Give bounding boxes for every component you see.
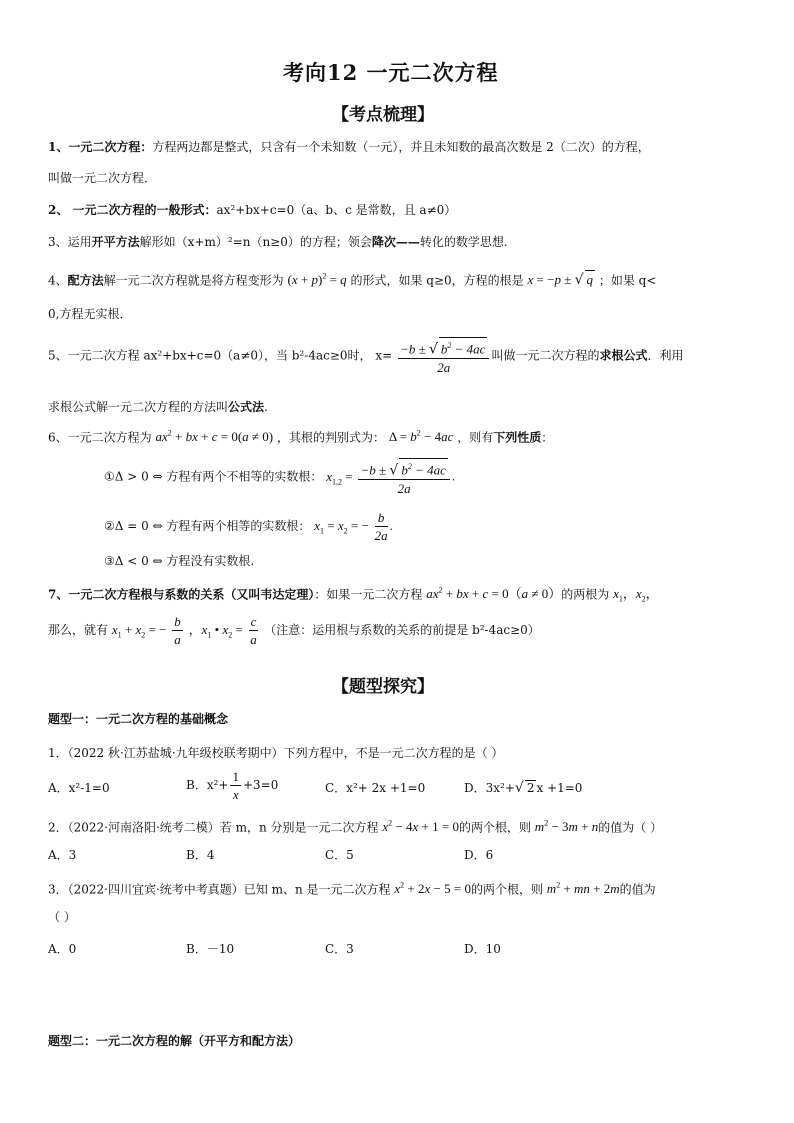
- point-4: 4、配方法解一元二次方程就是将方程变形为 $(x + p)^2 = q$ 的形式，如果 q≥0，方程的根是 x = −p ± √ q ；如果 q<: [48, 272, 657, 289]
- question-3-option-c[interactable]: C．3: [325, 942, 354, 956]
- point-6: 6、一元二次方程为 $ax^2$ + bx + c = 0(a ≠ 0) ，其根的判别式为： $\Delta = b^2 - 4ac$ ，则有下列性质：: [48, 429, 554, 445]
- point-4-cont: 0,方程无实根．: [48, 307, 132, 321]
- formula-complete-square: $(x + p)^2 = q$: [287, 272, 347, 288]
- question-1-option-b[interactable]: B．x²+ $\frac{1}{x}$ +3=0: [186, 769, 279, 802]
- question-1-option-d[interactable]: D．3x²+√ 2 x +1=0: [464, 780, 583, 796]
- formula-root-p-q: x = −p ± √ q: [527, 272, 594, 289]
- question-3-option-b[interactable]: B．－10: [186, 942, 235, 956]
- question-1-option-c[interactable]: C．x²+ 2x +1=0: [325, 781, 426, 795]
- point-1-cont: 叫做一元二次方程．: [48, 171, 157, 185]
- section-heading-question-types: 【题型探究】: [332, 677, 434, 697]
- question-type-2: 题型二：一元二次方程的解（开平方和配方法）: [48, 1034, 301, 1048]
- question-3-option-a[interactable]: A．0: [48, 942, 77, 956]
- discriminant-case-1: ①Δ > 0 ⇔ 方程有两个不相等的实数根： $x_{1,2}$ = $\frac{-b \pm √ b^2 - 4ac}{2a}$ .: [104, 458, 455, 496]
- question-3-stem-cont: （ ）: [48, 910, 76, 924]
- point-7: 7、一元二次方程根与系数的关系（又叫韦达定理）：如果一元二次方程 $ax^2$ + bx + c = 0（a ≠ 0）的两根为 $x_1$，$x_2$，: [48, 586, 659, 604]
- page-title: 考向12 一元二次方程: [283, 60, 499, 85]
- question-1-stem: 1．（2022 秋·江苏盐城·九年级校联考期中）下列方程中，不是一元二次方程的是（ ）: [48, 746, 504, 760]
- point-5-cont: 求根公式解一元二次方程的方法叫公式法.: [48, 400, 268, 414]
- question-type-1: 题型一：一元二次方程的基础概念: [48, 712, 229, 726]
- question-2-option-d[interactable]: D．6: [464, 848, 494, 862]
- question-2-option-c[interactable]: C．5: [325, 848, 354, 862]
- quadratic-formula: $\frac{-b \pm √ b^2 - 4ac}{2a}$: [398, 337, 489, 375]
- question-3-stem: 3．（2022·四川宜宾·统考中考真题）已知 m、n 是一元二次方程 $x^2 + 2x - 5 = 0$的两个根，则 $m^2$ + mn + 2m的值为: [48, 881, 656, 897]
- question-1-option-a[interactable]: A．x²-1=0: [48, 781, 110, 795]
- question-3-option-d[interactable]: D．10: [464, 942, 501, 956]
- point-3: 3、运用开平方法解形如（x+m）²=n（n≥0）的方程；领会降次——转化的数学思想.: [48, 235, 508, 249]
- discriminant-case-3: ③Δ < 0 ⇔ 方程没有实数根.: [104, 554, 255, 568]
- section-heading-key-points: 【考点梳理】: [332, 105, 434, 125]
- point-5: 5、一元二次方程 ax²+bx+c=0（a≠0），当 b²-4ac≥0时， x= $\frac{-b \pm √ b^2 - 4ac}{2a}$ 叫做一元二次方程的求根公式．利用: [48, 337, 683, 375]
- point-1: 1、一元二次方程：方程两边都是整式，只含有一个未知数（一元），并且未知数的最高次数是 2（二次）的方程，: [48, 140, 650, 154]
- point-7-cont: 那么，就有 $x_1 + x_2$ = − $\frac{b}{a}$ ，$x_1$ • $x_2$ = $\frac{c}{a}$ （注意：运用根与系数的关系的前提是 b²-4ac≥0）: [48, 614, 540, 647]
- question-2-option-b[interactable]: B．4: [186, 848, 215, 862]
- discriminant-case-2: ②Δ = 0 ⇔ 方程有两个相等的实数根： $x_1 = x_2$ = − $\frac{b}{2a}$ .: [104, 510, 393, 543]
- question-2-option-a[interactable]: A．3: [48, 848, 77, 862]
- question-2-stem: 2．（2022·河南洛阳·统考二模）若 m，n 分别是一元二次方程 $x^2 - 4x + 1 = 0$的两个根，则 $m^2 - 3m + n$的值为（ ）: [48, 819, 663, 835]
- point-2: 2、 一元二次方程的一般形式：ax²+bx+c=0（a、b、c 是常数，且 a≠0）: [48, 203, 457, 217]
